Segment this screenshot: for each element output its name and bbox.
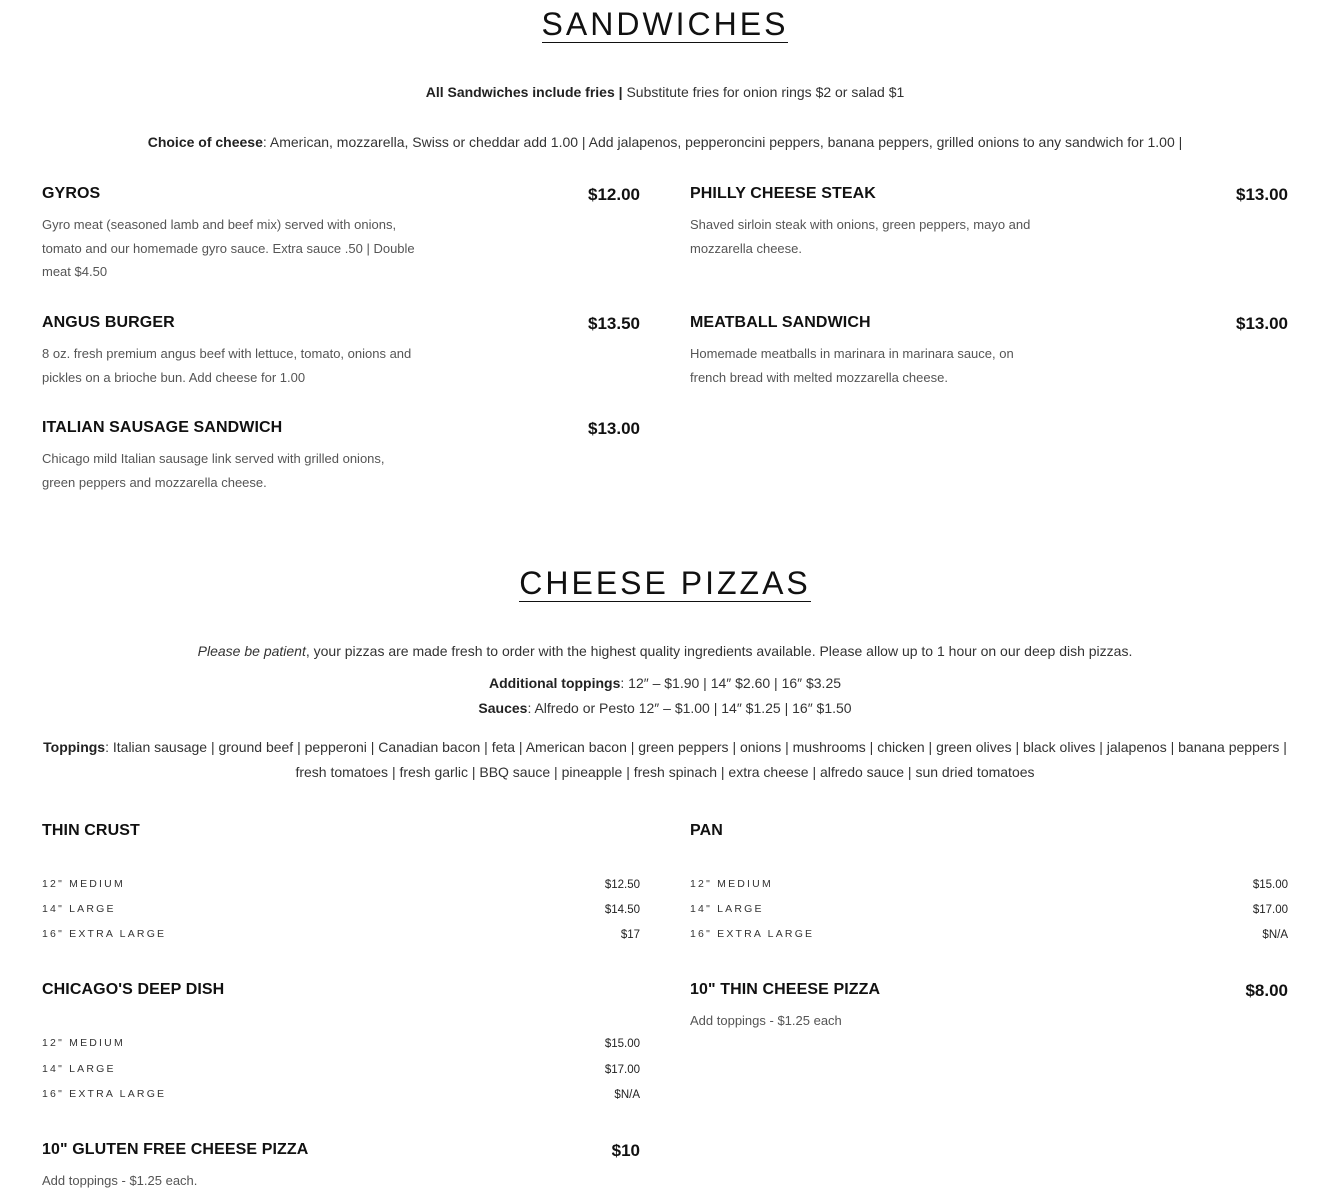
size-price: $17: [620, 929, 640, 941]
item-price: $12.00: [588, 185, 640, 204]
item-name: PAN: [690, 822, 723, 839]
menu-item-10-thin-cheese-pizza: [690, 981, 1288, 1041]
size-row: [690, 928, 1288, 948]
item-price: $13.00: [1236, 185, 1288, 204]
sauces-note: Sauces: Alfredo or Pesto 12″ – $1.00 | 14″ $1.25 | 16″ $1.50: [478, 700, 852, 716]
item-name: GYROS: [42, 185, 101, 202]
item-name: CHICAGO'S DEEP DISH: [42, 981, 225, 998]
item-name: ITALIAN SAUSAGE SANDWICH: [42, 419, 283, 436]
item-description: 8 oz. fresh premium angus beef with lettuce, tomato, onions and pickles on a brioche bun. Add cheese for 1.00: [42, 346, 412, 385]
size-label: 14" LARGE: [42, 903, 116, 915]
size-label: 12" MEDIUM: [42, 1037, 125, 1049]
size-label: 12" MEDIUM: [690, 878, 773, 890]
size-row: [42, 903, 640, 923]
item-name: ANGUS BURGER: [42, 314, 175, 331]
cheese-note: Choice of cheese: American, mozzarella, Swiss or cheddar add 1.00 | Add jalapenos, pepperoncini peppers, banana peppers, grilled onions to any sandwich for 1.00 |: [147, 134, 1183, 150]
item-price: $10: [611, 1141, 640, 1160]
menu-item-chicagos-deep-dish: [42, 981, 640, 1111]
size-price: $17.00: [1252, 904, 1288, 916]
size-row: [42, 1088, 640, 1108]
item-name: MEATBALL SANDWICH: [690, 314, 871, 331]
item-name: 10" GLUTEN FREE CHEESE PIZZA: [42, 1141, 309, 1158]
item-price: $13.50: [588, 314, 640, 333]
size-label: 12" MEDIUM: [42, 878, 125, 890]
size-row: [42, 878, 640, 898]
fries-note: All Sandwiches include fries | Substitute fries for onion rings $2 or salad $1: [425, 84, 905, 100]
size-price: $15.00: [1252, 879, 1288, 891]
toppings-note: Toppings: Italian sausage | ground beef | pepperoni | Canadian bacon | feta | American bacon | green peppers | onions | mushrooms | chicken | green olives | black olives | jalapenos | banana peppers | fresh tomatoes | fresh garlic | BBQ sauce | pineapple | fresh spinach | extra cheese | alfredo sauce | sun dried tomatoes: [43, 739, 1287, 780]
menu-item-10-gluten-free-cheese-pizza: [42, 1141, 640, 1195]
size-label: 14" LARGE: [42, 1063, 116, 1075]
menu-item-thin-crust: [42, 822, 640, 952]
size-row: [42, 928, 640, 948]
size-price: $12.50: [604, 879, 640, 891]
menu-item-philly-cheese-steak: [690, 185, 1288, 265]
size-label: 16" EXTRA LARGE: [690, 928, 815, 940]
size-label: 16" EXTRA LARGE: [42, 1088, 167, 1100]
cheese-pizzas-heading: CHEESE PIZZAS: [519, 565, 811, 601]
menu-item-meatball-sandwich: [690, 314, 1288, 394]
menu-item-italian-sausage-sandwich: [42, 419, 640, 499]
item-price: $13.00: [588, 419, 640, 438]
item-description: Add toppings - $1.25 each.: [42, 1173, 198, 1188]
size-label: 16" EXTRA LARGE: [42, 928, 167, 940]
item-description: Add toppings - $1.25 each: [690, 1013, 842, 1028]
item-name: THIN CRUST: [42, 822, 140, 839]
item-price: $8.00: [1245, 981, 1288, 1000]
size-row: [42, 1063, 640, 1083]
sandwiches-heading: SANDWICHES: [541, 6, 789, 42]
size-price: $15.00: [604, 1038, 640, 1050]
item-name: PHILLY CHEESE STEAK: [690, 185, 876, 202]
size-price: $17.00: [604, 1064, 640, 1076]
size-label: 14" LARGE: [690, 903, 764, 915]
item-description: Shaved sirloin steak with onions, green peppers, mayo and mozzarella cheese.: [690, 217, 1031, 256]
menu-item-gyros: [42, 185, 640, 285]
menu-item-angus-burger: [42, 314, 640, 394]
size-row: [42, 1037, 640, 1057]
additional-toppings-note: Additional toppings: 12″ – $1.90 | 14″ $2.60 | 16″ $3.25: [488, 675, 842, 691]
menu-item-pan: [690, 822, 1288, 952]
size-row: [690, 878, 1288, 898]
patience-note: Please be patient, your pizzas are made fresh to order with the highest quality ingredients available. Please allow up to 1 hour on our deep dish pizzas.: [197, 643, 1133, 659]
item-description: Chicago mild Italian sausage link served with grilled onions, green peppers and mozzarella cheese.: [42, 451, 385, 490]
size-price: $14.50: [604, 904, 640, 916]
size-price: $N/A: [614, 1089, 640, 1101]
item-description: Gyro meat (seasoned lamb and beef mix) served with onions, tomato and our homemade gyro sauce. Extra sauce .50 | Double meat $4.50: [42, 217, 415, 279]
item-description: Homemade meatballs in marinara in marinara sauce, on french bread with melted mozzarella cheese.: [690, 346, 1014, 385]
size-row: [690, 903, 1288, 923]
size-price: $N/A: [1262, 929, 1288, 941]
item-name: 10" THIN CHEESE PIZZA: [690, 981, 881, 998]
item-price: $13.00: [1236, 314, 1288, 333]
